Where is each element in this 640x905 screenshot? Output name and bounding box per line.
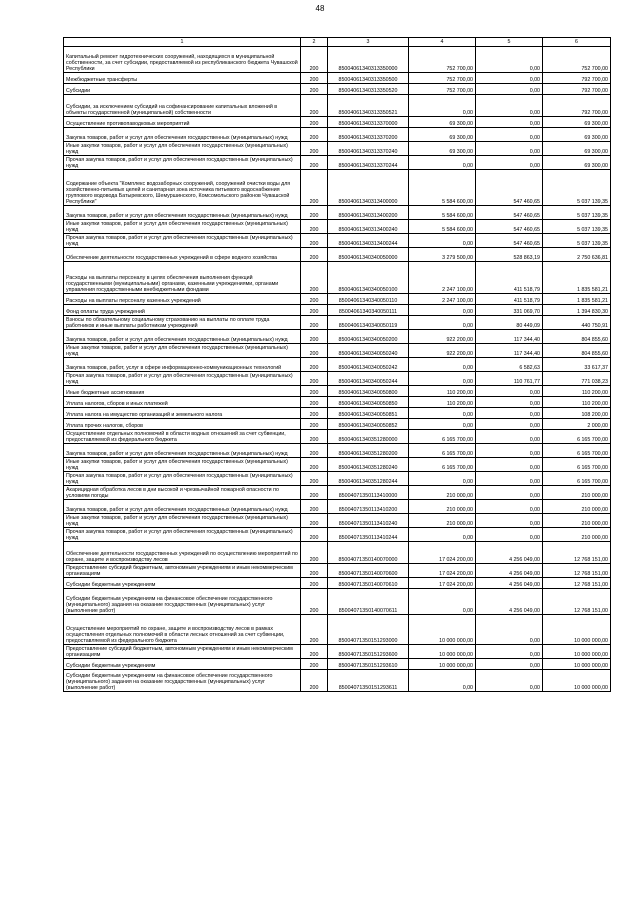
row-name-cell: Закупка товаров, работ, услуг в сфере информационно-коммуникационных технологий bbox=[64, 358, 301, 372]
row-value-2-cell: 331 069,70 bbox=[476, 305, 543, 316]
row-value-1-cell: 0,00 bbox=[409, 528, 476, 542]
row-code-cell: 85004061340340050852 bbox=[328, 419, 409, 430]
row-value-3-cell: 210 000,00 bbox=[543, 486, 611, 500]
row-name-cell: Уплата налогов, сборов и иных платежей bbox=[64, 397, 301, 408]
row-name-cell: Осуществление мероприятий по охране, защите и воспроизводству лесов в рамках осуществления отдельных полномочий в области лесных отношений за счет субвенции, предоставляемой из федерального бюджета bbox=[64, 615, 301, 645]
row-vr-cell: 200 bbox=[301, 128, 328, 142]
budget-table bbox=[63, 37, 611, 692]
row-code-cell: 85004061340313370000 bbox=[328, 117, 409, 128]
row-value-2-cell: 0,00 bbox=[476, 408, 543, 419]
row-vr-cell: 200 bbox=[301, 142, 328, 156]
row-value-1-cell: 922 200,00 bbox=[409, 344, 476, 358]
row-value-2-cell: 0,00 bbox=[476, 128, 543, 142]
row-value-2-cell: 117 344,40 bbox=[476, 330, 543, 344]
row-value-2-cell: 0,00 bbox=[476, 659, 543, 670]
row-value-1-cell: 0,00 bbox=[409, 316, 476, 330]
row-value-3-cell: 1 394 830,30 bbox=[543, 305, 611, 316]
table-row bbox=[64, 142, 611, 156]
row-value-2-cell: 4 256 049,00 bbox=[476, 542, 543, 564]
row-code-cell: 85004061340340050200 bbox=[328, 330, 409, 344]
row-value-3-cell: 792 700,00 bbox=[543, 73, 611, 84]
row-name-cell: Расходы на выплаты персоналу в целях обеспечения выполнения функций государственными (муниципальными) органами, казенными учреждениями, органами управления государственными внебюджетными фондами bbox=[64, 262, 301, 294]
row-value-2-cell: 4 256 049,00 bbox=[476, 589, 543, 615]
row-value-2-cell: 411 518,79 bbox=[476, 262, 543, 294]
table-row bbox=[64, 117, 611, 128]
row-value-1-cell: 10 000 000,00 bbox=[409, 615, 476, 645]
row-value-3-cell: 12 768 151,00 bbox=[543, 578, 611, 589]
row-value-3-cell: 440 750,91 bbox=[543, 316, 611, 330]
row-code-cell: 85004061340313370240 bbox=[328, 142, 409, 156]
row-vr-cell: 200 bbox=[301, 615, 328, 645]
row-value-3-cell: 5 037 139,35 bbox=[543, 206, 611, 220]
row-value-3-cell: 804 855,60 bbox=[543, 344, 611, 358]
row-code-cell: 85004061340351280240 bbox=[328, 458, 409, 472]
row-vr-cell: 200 bbox=[301, 564, 328, 578]
row-vr-cell: 200 bbox=[301, 170, 328, 206]
row-value-2-cell: 117 344,40 bbox=[476, 344, 543, 358]
row-value-3-cell: 10 000 000,00 bbox=[543, 645, 611, 659]
row-value-1-cell: 752 700,00 bbox=[409, 84, 476, 95]
row-value-3-cell: 33 617,37 bbox=[543, 358, 611, 372]
row-vr-cell: 200 bbox=[301, 234, 328, 248]
table-row bbox=[64, 358, 611, 372]
row-value-1-cell: 5 584 600,00 bbox=[409, 220, 476, 234]
column-header: 1 bbox=[64, 38, 301, 47]
row-vr-cell: 200 bbox=[301, 670, 328, 692]
row-vr-cell: 200 bbox=[301, 220, 328, 234]
row-value-1-cell: 0,00 bbox=[409, 589, 476, 615]
row-value-1-cell: 0,00 bbox=[409, 305, 476, 316]
row-value-1-cell: 210 000,00 bbox=[409, 486, 476, 500]
row-vr-cell: 200 bbox=[301, 472, 328, 486]
row-name-cell: Прочая закупка товаров, работ и услуг для обеспечения государственных (муниципальных) нужд bbox=[64, 156, 301, 170]
table-row bbox=[64, 47, 611, 73]
row-value-3-cell: 804 855,60 bbox=[543, 330, 611, 344]
row-value-3-cell: 2 750 636,81 bbox=[543, 248, 611, 262]
table-row bbox=[64, 500, 611, 514]
row-vr-cell: 200 bbox=[301, 659, 328, 670]
row-name-cell: Субсидии бюджетным учреждениям bbox=[64, 578, 301, 589]
table-row bbox=[64, 170, 611, 206]
row-name-cell: Субсидии бюджетным учреждениям bbox=[64, 659, 301, 670]
row-name-cell: Прочая закупка товаров, работ и услуг для обеспечения государственных (муниципальных) нужд bbox=[64, 234, 301, 248]
row-value-3-cell: 12 768 151,00 bbox=[543, 564, 611, 578]
row-value-2-cell: 0,00 bbox=[476, 117, 543, 128]
row-name-cell: Субсидии, за исключением субсидий на софинансирование капитальных вложений в объекты государственной (муниципальной) собственности bbox=[64, 95, 301, 117]
row-value-2-cell: 0,00 bbox=[476, 444, 543, 458]
row-value-3-cell: 110 200,00 bbox=[543, 397, 611, 408]
row-vr-cell: 200 bbox=[301, 73, 328, 84]
row-name-cell: Закупка товаров, работ и услуг для обеспечения государственных (муниципальных) нужд bbox=[64, 206, 301, 220]
row-name-cell: Закупка товаров, работ и услуг для обеспечения государственных (муниципальных) нужд bbox=[64, 330, 301, 344]
row-name-cell: Субсидии бюджетным учреждениям на финансовое обеспечение государственного (муниципального) задания на оказание государственных (муниципальных) услуг (выполнение работ) bbox=[64, 589, 301, 615]
row-code-cell: 85004071350151293610 bbox=[328, 659, 409, 670]
row-value-3-cell: 5 037 139,35 bbox=[543, 170, 611, 206]
row-value-2-cell: 4 256 049,00 bbox=[476, 578, 543, 589]
row-code-cell: 85004071350140070000 bbox=[328, 542, 409, 564]
row-value-3-cell: 771 038,23 bbox=[543, 372, 611, 386]
row-code-cell: 85004071350140070610 bbox=[328, 578, 409, 589]
row-value-1-cell: 110 200,00 bbox=[409, 386, 476, 397]
row-value-3-cell: 6 165 700,00 bbox=[543, 444, 611, 458]
row-name-cell: Фонд оплаты труда учреждений bbox=[64, 305, 301, 316]
row-value-3-cell: 6 165 700,00 bbox=[543, 472, 611, 486]
row-value-3-cell: 69 300,00 bbox=[543, 117, 611, 128]
row-value-1-cell: 0,00 bbox=[409, 372, 476, 386]
row-code-cell: 85004071350151293600 bbox=[328, 645, 409, 659]
row-name-cell: Уплата прочих налогов, сборов bbox=[64, 419, 301, 430]
row-value-1-cell: 0,00 bbox=[409, 358, 476, 372]
table-row bbox=[64, 262, 611, 294]
row-value-2-cell: 0,00 bbox=[476, 615, 543, 645]
row-vr-cell: 200 bbox=[301, 444, 328, 458]
row-value-1-cell: 752 700,00 bbox=[409, 73, 476, 84]
table-row bbox=[64, 220, 611, 234]
row-vr-cell: 200 bbox=[301, 500, 328, 514]
table-row bbox=[64, 84, 611, 95]
row-vr-cell: 200 bbox=[301, 344, 328, 358]
table-row bbox=[64, 156, 611, 170]
row-value-1-cell: 0,00 bbox=[409, 234, 476, 248]
row-vr-cell: 200 bbox=[301, 386, 328, 397]
row-code-cell: 85004071350151293611 bbox=[328, 670, 409, 692]
table-row bbox=[64, 408, 611, 419]
row-value-2-cell: 528 863,19 bbox=[476, 248, 543, 262]
row-name-cell: Взносы по обязательному социальному страхованию на выплаты по оплате труда работников и иные выплаты работникам учреждений bbox=[64, 316, 301, 330]
row-vr-cell: 200 bbox=[301, 589, 328, 615]
row-name-cell: Прочая закупка товаров, работ и услуг для обеспечения государственных (муниципальных) нужд bbox=[64, 528, 301, 542]
row-code-cell: 85004061340351280244 bbox=[328, 472, 409, 486]
row-name-cell: Иные бюджетные ассигнования bbox=[64, 386, 301, 397]
row-value-2-cell: 0,00 bbox=[476, 73, 543, 84]
row-name-cell: Межбюджетные трансферты bbox=[64, 73, 301, 84]
row-value-2-cell: 6 582,63 bbox=[476, 358, 543, 372]
row-vr-cell: 200 bbox=[301, 408, 328, 419]
row-value-2-cell: 547 460,65 bbox=[476, 170, 543, 206]
row-code-cell: 85004061340340050851 bbox=[328, 408, 409, 419]
row-vr-cell: 200 bbox=[301, 542, 328, 564]
row-vr-cell: 200 bbox=[301, 95, 328, 117]
row-value-1-cell: 2 247 100,00 bbox=[409, 294, 476, 305]
row-code-cell: 85004061340313400240 bbox=[328, 220, 409, 234]
row-code-cell: 85004061340313370200 bbox=[328, 128, 409, 142]
row-name-cell: Иные закупки товаров, работ и услуг для обеспечения государственных (муниципальных) нужд bbox=[64, 514, 301, 528]
row-name-cell: Закупка товаров, работ и услуг для обеспечения государственных (муниципальных) нужд bbox=[64, 128, 301, 142]
row-code-cell: 85004061340313370244 bbox=[328, 156, 409, 170]
row-value-1-cell: 210 000,00 bbox=[409, 500, 476, 514]
row-vr-cell: 200 bbox=[301, 305, 328, 316]
row-code-cell: 85004071350151293000 bbox=[328, 615, 409, 645]
row-name-cell: Предоставление субсидий бюджетным, автономным учреждениям и иным некоммерческим организациям bbox=[64, 645, 301, 659]
table-row bbox=[64, 95, 611, 117]
row-name-cell: Акарицидная обработка лесов в дни высокой и чрезвычайной пожарной опасности по условиям погоды bbox=[64, 486, 301, 500]
row-name-cell: Обеспечение деятельности государственных учреждений по осуществлению мероприятий по охране, защите и воспроизводству лесов bbox=[64, 542, 301, 564]
row-name-cell: Предоставление субсидий бюджетным, автономным учреждениям и иным некоммерческим организациям bbox=[64, 564, 301, 578]
row-name-cell: Уплата налога на имущество организаций и земельного налога bbox=[64, 408, 301, 419]
row-code-cell: 85004071350113410200 bbox=[328, 500, 409, 514]
row-value-3-cell: 10 000 000,00 bbox=[543, 659, 611, 670]
table-row bbox=[64, 564, 611, 578]
row-value-1-cell: 210 000,00 bbox=[409, 514, 476, 528]
row-value-3-cell: 69 300,00 bbox=[543, 156, 611, 170]
row-value-2-cell: 0,00 bbox=[476, 419, 543, 430]
row-code-cell: 85004071350113410000 bbox=[328, 486, 409, 500]
row-vr-cell: 200 bbox=[301, 248, 328, 262]
row-vr-cell: 200 bbox=[301, 419, 328, 430]
table-row bbox=[64, 472, 611, 486]
row-code-cell: 85004061340313350520 bbox=[328, 84, 409, 95]
row-name-cell: Прочая закупка товаров, работ и услуг для обеспечения государственных (муниципальных) нужд bbox=[64, 472, 301, 486]
row-code-cell: 85004071350140070600 bbox=[328, 564, 409, 578]
row-vr-cell: 200 bbox=[301, 578, 328, 589]
row-value-2-cell: 0,00 bbox=[476, 386, 543, 397]
row-name-cell: Иные закупки товаров, работ и услуг для обеспечения государственных (муниципальных) нужд bbox=[64, 142, 301, 156]
row-value-1-cell: 922 200,00 bbox=[409, 330, 476, 344]
table-row bbox=[64, 659, 611, 670]
table-row bbox=[64, 486, 611, 500]
page-number: 48 bbox=[315, 4, 325, 13]
row-value-1-cell: 69 300,00 bbox=[409, 142, 476, 156]
row-value-1-cell: 10 000 000,00 bbox=[409, 659, 476, 670]
row-code-cell: 85004071350140070611 bbox=[328, 589, 409, 615]
row-value-2-cell: 80 449,09 bbox=[476, 316, 543, 330]
table-row bbox=[64, 234, 611, 248]
row-name-cell: Прочая закупка товаров, работ и услуг для обеспечения государственных (муниципальных) нужд bbox=[64, 372, 301, 386]
table-row bbox=[64, 528, 611, 542]
table-row bbox=[64, 344, 611, 358]
row-value-3-cell: 69 300,00 bbox=[543, 128, 611, 142]
row-value-1-cell: 69 300,00 bbox=[409, 117, 476, 128]
table-row bbox=[64, 542, 611, 564]
row-name-cell: Иные закупки товаров, работ и услуг для обеспечения государственных (муниципальных) нужд bbox=[64, 344, 301, 358]
table-body bbox=[64, 47, 611, 692]
table-row bbox=[64, 430, 611, 444]
row-value-3-cell: 5 037 139,35 bbox=[543, 220, 611, 234]
row-value-3-cell: 210 000,00 bbox=[543, 514, 611, 528]
table-row bbox=[64, 316, 611, 330]
row-code-cell: 85004071350113410240 bbox=[328, 514, 409, 528]
row-value-1-cell: 2 247 100,00 bbox=[409, 262, 476, 294]
row-vr-cell: 200 bbox=[301, 514, 328, 528]
row-vr-cell: 200 bbox=[301, 84, 328, 95]
row-value-1-cell: 6 165 700,00 bbox=[409, 444, 476, 458]
row-value-2-cell: 0,00 bbox=[476, 670, 543, 692]
row-value-1-cell: 0,00 bbox=[409, 419, 476, 430]
row-value-2-cell: 547 460,65 bbox=[476, 220, 543, 234]
table-row bbox=[64, 397, 611, 408]
row-name-cell: Субсидии bbox=[64, 84, 301, 95]
table-row bbox=[64, 206, 611, 220]
table-row bbox=[64, 645, 611, 659]
row-value-3-cell: 752 700,00 bbox=[543, 47, 611, 73]
row-value-2-cell: 0,00 bbox=[476, 500, 543, 514]
row-value-2-cell: 0,00 bbox=[476, 95, 543, 117]
row-name-cell: Обеспечение деятельности государственных учреждений в сфере водного хозяйства bbox=[64, 248, 301, 262]
table-row bbox=[64, 419, 611, 430]
row-code-cell: 85004061340351280000 bbox=[328, 430, 409, 444]
row-value-2-cell: 0,00 bbox=[476, 514, 543, 528]
row-value-1-cell: 0,00 bbox=[409, 156, 476, 170]
row-vr-cell: 200 bbox=[301, 206, 328, 220]
row-value-1-cell: 6 165 700,00 bbox=[409, 430, 476, 444]
row-name-cell: Закупка товаров, работ и услуг для обеспечения государственных (муниципальных) нужд bbox=[64, 444, 301, 458]
table-row bbox=[64, 294, 611, 305]
row-value-3-cell: 69 300,00 bbox=[543, 142, 611, 156]
row-vr-cell: 200 bbox=[301, 397, 328, 408]
row-value-2-cell: 4 256 049,00 bbox=[476, 564, 543, 578]
table-row bbox=[64, 578, 611, 589]
row-code-cell: 85004061340313400200 bbox=[328, 206, 409, 220]
row-value-1-cell: 69 300,00 bbox=[409, 128, 476, 142]
table-row bbox=[64, 589, 611, 615]
table-row bbox=[64, 128, 611, 142]
row-name-cell: Иные закупки товаров, работ и услуг для обеспечения государственных (муниципальных) нужд bbox=[64, 458, 301, 472]
row-value-1-cell: 3 279 500,00 bbox=[409, 248, 476, 262]
row-value-1-cell: 0,00 bbox=[409, 472, 476, 486]
table-header-row bbox=[64, 38, 611, 47]
table-row bbox=[64, 514, 611, 528]
row-value-1-cell: 10 000 000,00 bbox=[409, 645, 476, 659]
row-value-3-cell: 108 200,00 bbox=[543, 408, 611, 419]
row-name-cell: Иные закупки товаров, работ и услуг для обеспечения государственных (муниципальных) нужд bbox=[64, 220, 301, 234]
row-value-1-cell: 5 584 600,00 bbox=[409, 170, 476, 206]
row-value-2-cell: 0,00 bbox=[476, 528, 543, 542]
row-name-cell: Осуществление противопаводковых мероприятий bbox=[64, 117, 301, 128]
row-name-cell: Капитальный ремонт гидротехнических сооружений, находящихся в муниципальной собственности, за счет субсидии, предоставляемой из республиканского бюджета Чувашской Республики bbox=[64, 47, 301, 73]
row-vr-cell: 200 bbox=[301, 294, 328, 305]
row-code-cell: 85004061340340050244 bbox=[328, 372, 409, 386]
column-header: 4 bbox=[409, 38, 476, 47]
table-row bbox=[64, 372, 611, 386]
row-name-cell: Осуществление отдельных полномочий в области водных отношений за счет субвенции, предоставляемой из федерального бюджета bbox=[64, 430, 301, 444]
row-code-cell: 85004061340340050850 bbox=[328, 397, 409, 408]
row-vr-cell: 200 bbox=[301, 316, 328, 330]
row-vr-cell: 200 bbox=[301, 358, 328, 372]
table-row bbox=[64, 73, 611, 84]
row-value-3-cell: 210 000,00 bbox=[543, 528, 611, 542]
row-value-2-cell: 0,00 bbox=[476, 458, 543, 472]
row-vr-cell: 200 bbox=[301, 330, 328, 344]
row-value-2-cell: 0,00 bbox=[476, 472, 543, 486]
row-vr-cell: 200 bbox=[301, 47, 328, 73]
column-header: 3 bbox=[328, 38, 409, 47]
row-value-2-cell: 0,00 bbox=[476, 142, 543, 156]
row-code-cell: 85004061340340050111 bbox=[328, 305, 409, 316]
row-code-cell: 85004061340340050000 bbox=[328, 248, 409, 262]
row-value-2-cell: 0,00 bbox=[476, 430, 543, 444]
table-row bbox=[64, 305, 611, 316]
row-value-2-cell: 0,00 bbox=[476, 47, 543, 73]
row-code-cell: 85004061340313350000 bbox=[328, 47, 409, 73]
row-value-3-cell: 6 165 700,00 bbox=[543, 430, 611, 444]
row-value-3-cell: 12 768 151,00 bbox=[543, 542, 611, 564]
table-row bbox=[64, 458, 611, 472]
row-code-cell: 85004071350113410244 bbox=[328, 528, 409, 542]
column-header: 6 bbox=[543, 38, 611, 47]
row-name-cell: Закупка товаров, работ и услуг для обеспечения государственных (муниципальных) нужд bbox=[64, 500, 301, 514]
row-vr-cell: 200 bbox=[301, 117, 328, 128]
row-code-cell: 85004061340340050242 bbox=[328, 358, 409, 372]
row-value-1-cell: 6 165 700,00 bbox=[409, 458, 476, 472]
row-value-1-cell: 0,00 bbox=[409, 95, 476, 117]
table-row bbox=[64, 444, 611, 458]
row-value-2-cell: 0,00 bbox=[476, 486, 543, 500]
row-value-3-cell: 792 700,00 bbox=[543, 84, 611, 95]
row-value-3-cell: 6 165 700,00 bbox=[543, 458, 611, 472]
row-value-1-cell: 752 700,00 bbox=[409, 47, 476, 73]
row-vr-cell: 200 bbox=[301, 528, 328, 542]
row-value-2-cell: 0,00 bbox=[476, 645, 543, 659]
table-row bbox=[64, 615, 611, 645]
row-code-cell: 85004061340340050100 bbox=[328, 262, 409, 294]
row-code-cell: 85004061340351280200 bbox=[328, 444, 409, 458]
column-header: 2 bbox=[301, 38, 328, 47]
row-value-2-cell: 0,00 bbox=[476, 84, 543, 95]
row-value-1-cell: 0,00 bbox=[409, 670, 476, 692]
row-vr-cell: 200 bbox=[301, 372, 328, 386]
row-code-cell: 85004061340313400000 bbox=[328, 170, 409, 206]
row-vr-cell: 200 bbox=[301, 458, 328, 472]
table-row bbox=[64, 330, 611, 344]
row-code-cell: 85004061340340050110 bbox=[328, 294, 409, 305]
row-value-2-cell: 547 460,65 bbox=[476, 234, 543, 248]
row-vr-cell: 200 bbox=[301, 156, 328, 170]
row-name-cell: Субсидии бюджетным учреждениям на финансовое обеспечение государственного (муниципального) задания на оказание государственных (муниципальных) услуг (выполнение работ) bbox=[64, 670, 301, 692]
row-value-1-cell: 0,00 bbox=[409, 408, 476, 419]
row-code-cell: 85004061340340050240 bbox=[328, 344, 409, 358]
row-value-3-cell: 1 835 581,21 bbox=[543, 262, 611, 294]
row-value-3-cell: 2 000,00 bbox=[543, 419, 611, 430]
row-value-1-cell: 17 024 200,00 bbox=[409, 564, 476, 578]
row-vr-cell: 200 bbox=[301, 486, 328, 500]
row-value-2-cell: 0,00 bbox=[476, 156, 543, 170]
row-value-3-cell: 210 000,00 bbox=[543, 500, 611, 514]
row-value-2-cell: 0,00 bbox=[476, 397, 543, 408]
row-value-3-cell: 110 200,00 bbox=[543, 386, 611, 397]
row-value-3-cell: 5 037 139,35 bbox=[543, 234, 611, 248]
row-code-cell: 85004061340313350521 bbox=[328, 95, 409, 117]
row-value-1-cell: 110 200,00 bbox=[409, 397, 476, 408]
row-value-2-cell: 411 518,79 bbox=[476, 294, 543, 305]
row-vr-cell: 200 bbox=[301, 645, 328, 659]
row-value-3-cell: 12 768 151,00 bbox=[543, 589, 611, 615]
row-value-2-cell: 547 460,65 bbox=[476, 206, 543, 220]
row-name-cell: Расходы на выплаты персоналу казенных учреждений bbox=[64, 294, 301, 305]
table-row bbox=[64, 670, 611, 692]
row-code-cell: 85004061340313350500 bbox=[328, 73, 409, 84]
column-header: 5 bbox=[476, 38, 543, 47]
row-name-cell: Содержание объекта "Комплекс водозаборных сооружений, сооружений очистки воды для хозяйственно-питьевых целей и санитарная зона источника питьевого водоснабжения группового водовода Батыревского, Шемуршинского, Комсомольского районов Чувашской Республики" bbox=[64, 170, 301, 206]
row-value-1-cell: 17 024 200,00 bbox=[409, 578, 476, 589]
row-vr-cell: 200 bbox=[301, 262, 328, 294]
row-vr-cell: 200 bbox=[301, 430, 328, 444]
table-row bbox=[64, 248, 611, 262]
table-row bbox=[64, 386, 611, 397]
row-code-cell: 85004061340313400244 bbox=[328, 234, 409, 248]
row-value-3-cell: 10 000 000,00 bbox=[543, 615, 611, 645]
row-value-3-cell: 10 000 000,00 bbox=[543, 670, 611, 692]
row-value-3-cell: 1 835 581,21 bbox=[543, 294, 611, 305]
row-code-cell: 85004061340340050800 bbox=[328, 386, 409, 397]
row-code-cell: 85004061340340050119 bbox=[328, 316, 409, 330]
row-value-1-cell: 17 024 200,00 bbox=[409, 542, 476, 564]
row-value-1-cell: 5 584 600,00 bbox=[409, 206, 476, 220]
row-value-3-cell: 792 700,00 bbox=[543, 95, 611, 117]
row-value-2-cell: 110 761,77 bbox=[476, 372, 543, 386]
